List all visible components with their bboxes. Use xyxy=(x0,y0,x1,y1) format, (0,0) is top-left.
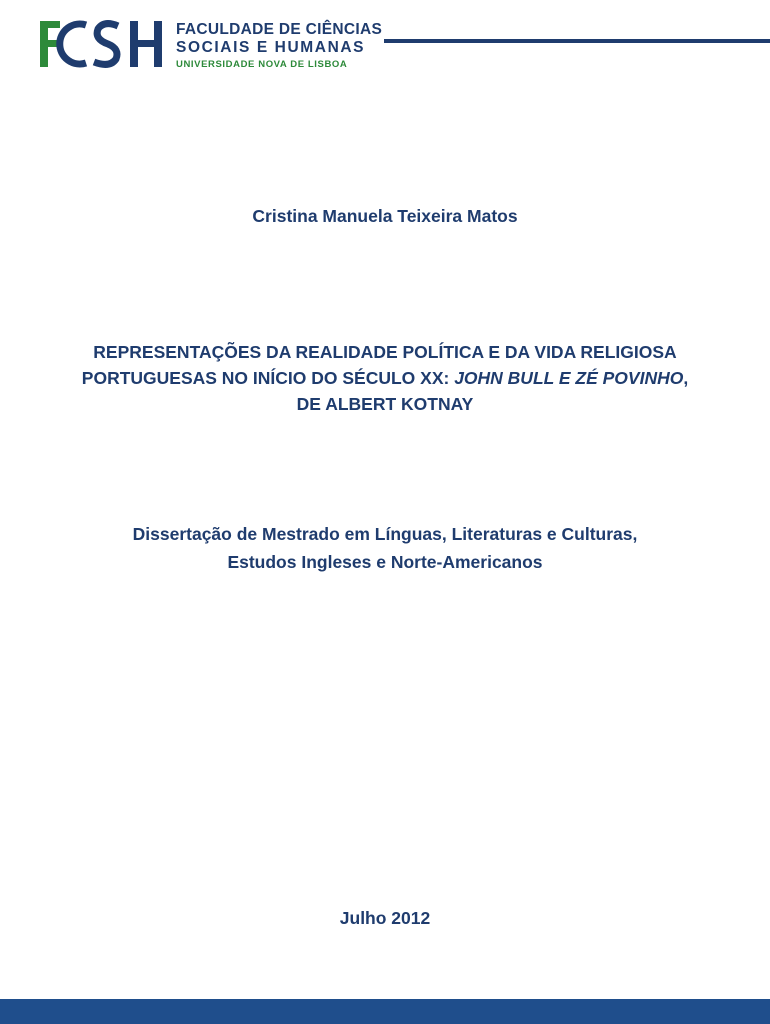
submission-date: Julho 2012 xyxy=(339,908,431,928)
title-line-3: DE ALBERT KOTNAY xyxy=(296,394,474,414)
thesis-title xyxy=(0,339,770,417)
title-line-2-prefix: PORTUGUESAS NO INÍCIO DO SÉCULO XX: xyxy=(81,368,455,388)
institution-line-1: FACULDADE DE CIÊNCIAS xyxy=(176,21,383,38)
fcsh-logo xyxy=(36,17,168,71)
title-line-2-italic: JOHN BULL E ZÉ POVINHO xyxy=(454,368,684,388)
institution-name xyxy=(176,22,382,70)
title-line-1: REPRESENTAÇÕES DA REALIDADE POLÍTICA E DA VIDA RELIGIOSA xyxy=(93,342,677,362)
title-line-2 xyxy=(0,365,770,391)
institution-line-2: SOCIAIS E HUMANAS xyxy=(176,38,366,56)
author-name: Cristina Manuela Teixeira Matos xyxy=(252,206,518,226)
degree-line-1: Dissertação de Mestrado em Línguas, Literaturas e Culturas, xyxy=(132,524,638,544)
header-rule xyxy=(384,39,770,43)
footer-bar xyxy=(0,999,770,1024)
degree-line-2: Estudos Ingleses e Norte-Americanos xyxy=(227,552,543,572)
degree-description xyxy=(0,520,770,576)
institution-line-3: UNIVERSIDADE NOVA DE LISBOA xyxy=(176,59,348,70)
header xyxy=(0,0,770,90)
title-line-2-suffix: , xyxy=(683,368,689,388)
